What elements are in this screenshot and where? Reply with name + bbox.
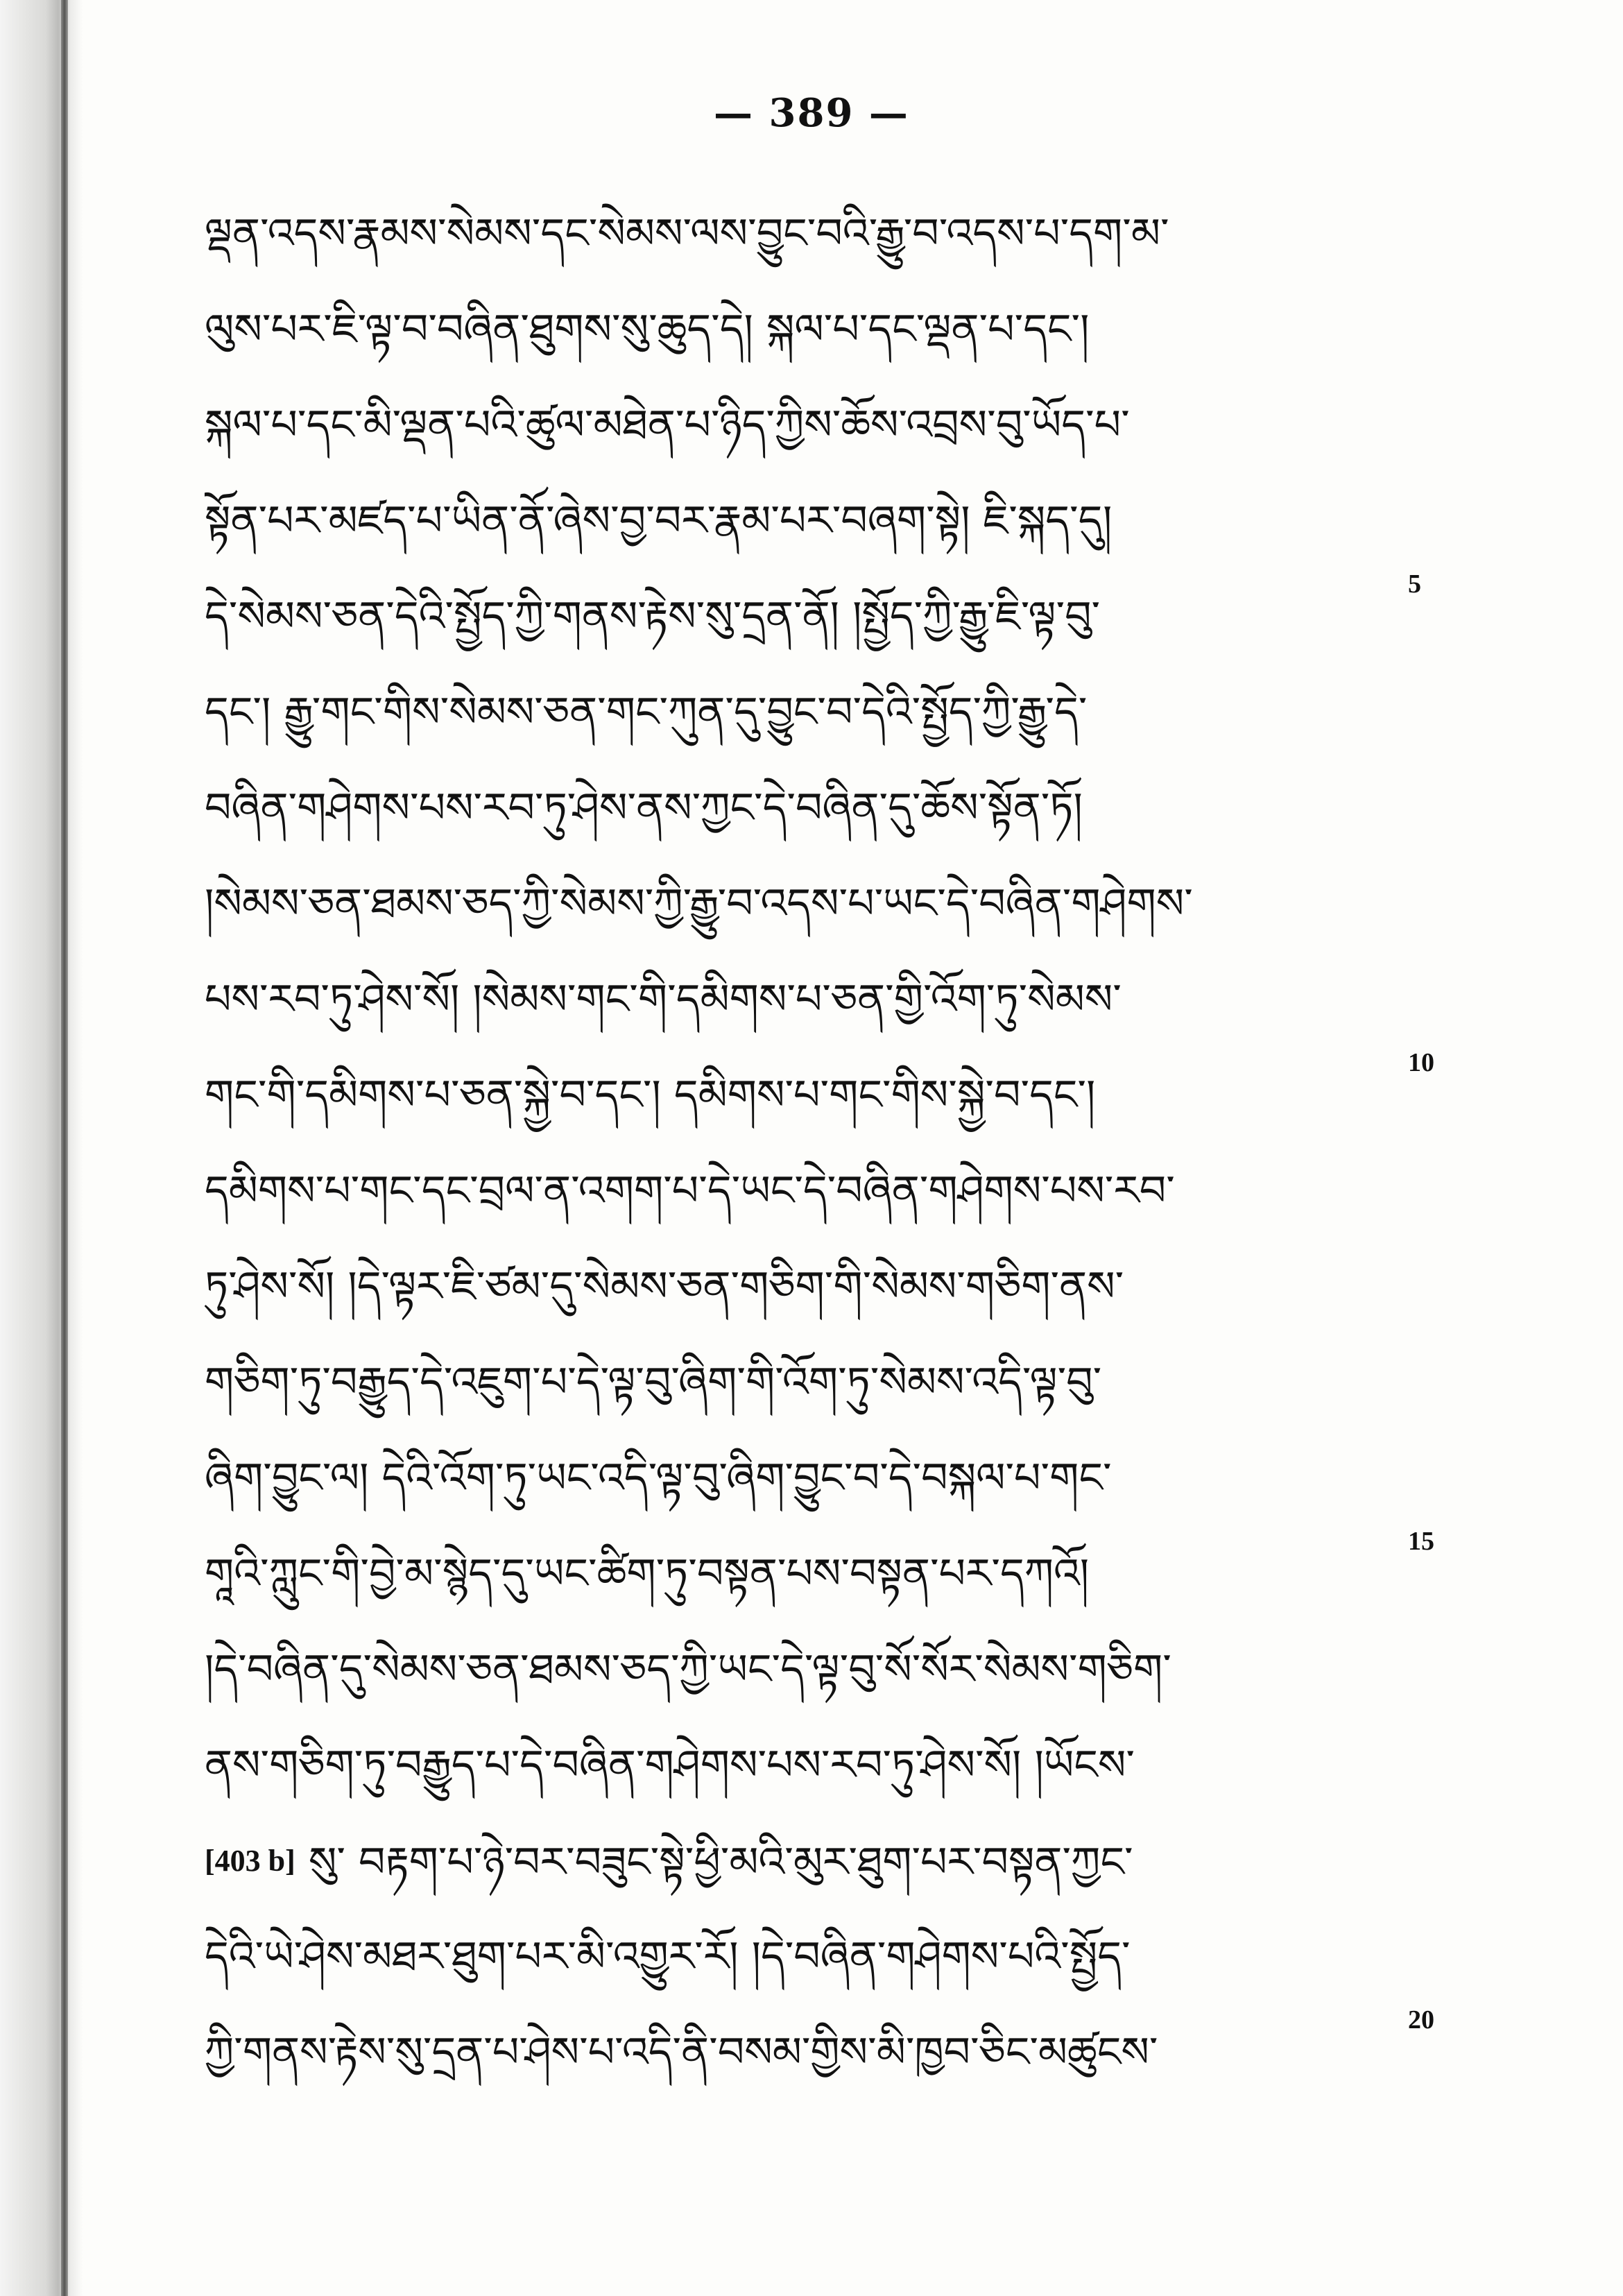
- text-line: [205, 377, 1446, 473]
- margin-line-number: 20: [1408, 2005, 1434, 2034]
- text-line: [205, 760, 1446, 856]
- page-number: — 389 —: [714, 90, 909, 136]
- folio-reference: [403 b]: [205, 1844, 295, 1878]
- line-text: སྐལ་པ་དང་མི་ལྡན་པའི་ཚུལ་མཐེན་པ་ཉིད་ཀྱིས་ཆོས་འབྲས་བུ་ཡོད་པ་: [205, 401, 1130, 449]
- text-line: [205, 1717, 1446, 1813]
- text-line: [205, 186, 1446, 282]
- line-text: ཏུ་ཤེས་སོ། །དེ་ལྟར་ཇི་ཙམ་དུ་སེམས་ཅན་གཅིག་གི་སེམས་གཅིག་ནས་: [205, 1262, 1124, 1311]
- text-line: [205, 1335, 1446, 1430]
- line-text: དེའི་ཡེ་ཤེས་མཐར་ཐུག་པར་མི་འགྱུར་རོ། །དེ་བཞིན་གཤེགས་པའི་སྤྱོད་: [205, 1933, 1131, 1981]
- line-text: སྟོན་པར་མཛད་པ་ཡིན་ནོ་ཞེས་བྱ་བར་རྣམ་པར་བཞག་སྟེ། ཇི་སྐད་དུ།: [205, 497, 1113, 545]
- margin-line-number: 15: [1408, 1527, 1434, 1556]
- margin-line-number: 10: [1408, 1048, 1434, 1077]
- line-text: གཱའི་ཀླུང་གི་བྱེ་མ་སྙེད་དུ་ཡང་ཚིག་ཏུ་བསྟན་པས་བསྟན་པར་དཀའོ།: [205, 1550, 1090, 1598]
- line-text: པས་རབ་ཏུ་ཤེས་སོ། །སེམས་གང་གི་དམིགས་པ་ཅན་གྱི་འོག་ཏུ་སེམས་: [205, 975, 1122, 1024]
- text-line: [205, 1526, 1446, 1622]
- text-line: [205, 1813, 1446, 1909]
- line-text: དམིགས་པ་གང་དང་བྲལ་ན་འགག་པ་དེ་ཡང་དེ་བཞིན་གཤེགས་པས་རབ་: [205, 1167, 1175, 1215]
- line-text: ལུས་པར་ཇི་ལྟ་བ་བཞིན་ཐུགས་སུ་ཆུད་དེ། སྐལ་པ་དང་ལྡན་པ་དང་།: [205, 305, 1090, 354]
- text-line: [205, 2005, 1446, 2100]
- text-line: [205, 282, 1446, 377]
- text-line: [205, 952, 1446, 1047]
- text-line: [205, 473, 1446, 569]
- line-text: །སེམས་ཅན་ཐམས་ཅད་ཀྱི་སེམས་ཀྱི་རྒྱུ་བ་འདས་པ་ཡང་དེ་བཞིན་གཤེགས་: [205, 880, 1193, 928]
- line-text: ཀྱི་གནས་རྟེས་སུ་དྲན་པ་ཤེས་པ་འདི་ནི་བསམ་གྱིས་མི་ཁྱབ་ཅིང་མཚུངས་: [205, 2028, 1158, 2077]
- text-line: [205, 1622, 1446, 1717]
- margin-line-number: 5: [1408, 569, 1421, 599]
- line-text: ནས་གཅིག་ཏུ་བརྒྱུད་པ་དེ་བཞིན་གཤེགས་པས་རབ་ཏུ་ཤེས་སོ། །ཡོངས་: [205, 1741, 1135, 1790]
- tibetan-text-block: [205, 186, 1446, 2100]
- page-binding-line: [61, 0, 68, 2296]
- line-text: ལྡན་འདས་རྣམས་སེམས་དང་སེམས་ལས་བྱུང་བའི་རྒྱུ་བ་འདས་པ་དག་མ་: [205, 209, 1169, 258]
- line-text: །དེ་བཞིན་དུ་སེམས་ཅན་ཐམས་ཅད་ཀྱི་ཡང་དེ་ལྟ་བུ་སོ་སོར་སེམས་གཅིག་: [205, 1645, 1171, 1694]
- line-text: གཅིག་ཏུ་བརྒྱུད་དེ་འཇུག་པ་དེ་ལྟ་བུ་ཞིག་གི་འོག་ཏུ་སེམས་འདི་ལྟ་བུ་: [205, 1358, 1102, 1407]
- line-text: གང་གི་དམིགས་པ་ཅན་སྐྱེ་བ་དང་། དམིགས་པ་གང་གིས་སྐྱེ་བ་དང་།: [205, 1071, 1096, 1120]
- text-line: [205, 569, 1446, 665]
- line-text: བཞིན་གཤེགས་པས་རབ་ཏུ་ཤེས་ནས་ཀྱང་དེ་བཞིན་དུ་ཆོས་སྟོན་ཏོ།: [205, 784, 1083, 832]
- text-line: [205, 665, 1446, 760]
- line-text: དང་། རྒྱུ་གང་གིས་སེམས་ཅན་གང་ཀུན་དུ་བྱུང་བ་དེའི་སྤྱོད་ཀྱི་རྒྱུ་དེ་: [205, 688, 1088, 737]
- text-line: [205, 1143, 1446, 1239]
- text-line: [205, 856, 1446, 952]
- line-text: ཞིག་བྱུང་ལ། དེའི་འོག་ཏུ་ཡང་འདི་ལྟ་བུ་ཞིག་བྱུང་བ་དེ་བསྐལ་པ་གང་: [205, 1454, 1112, 1502]
- page-binding-edge: [0, 0, 83, 2296]
- line-text: སུ་ བརྟག་པ་ཉེ་བར་བཟུང་སྟེ་ཕྱི་མའི་མུར་ཐུག་པར་བསྟན་ཀྱང་: [308, 1838, 1133, 1887]
- text-line: [205, 1430, 1446, 1526]
- line-text: དེ་སེམས་ཅན་དེའི་སྤྱོད་ཀྱི་གནས་རྟེས་སུ་དྲན་ནོ། །སྤྱོད་ཀྱི་རྒྱུ་ཇི་ལྟ་བུ་: [205, 592, 1101, 641]
- text-line: [205, 1909, 1446, 2005]
- text-line: [205, 1047, 1446, 1143]
- text-line: [205, 1239, 1446, 1335]
